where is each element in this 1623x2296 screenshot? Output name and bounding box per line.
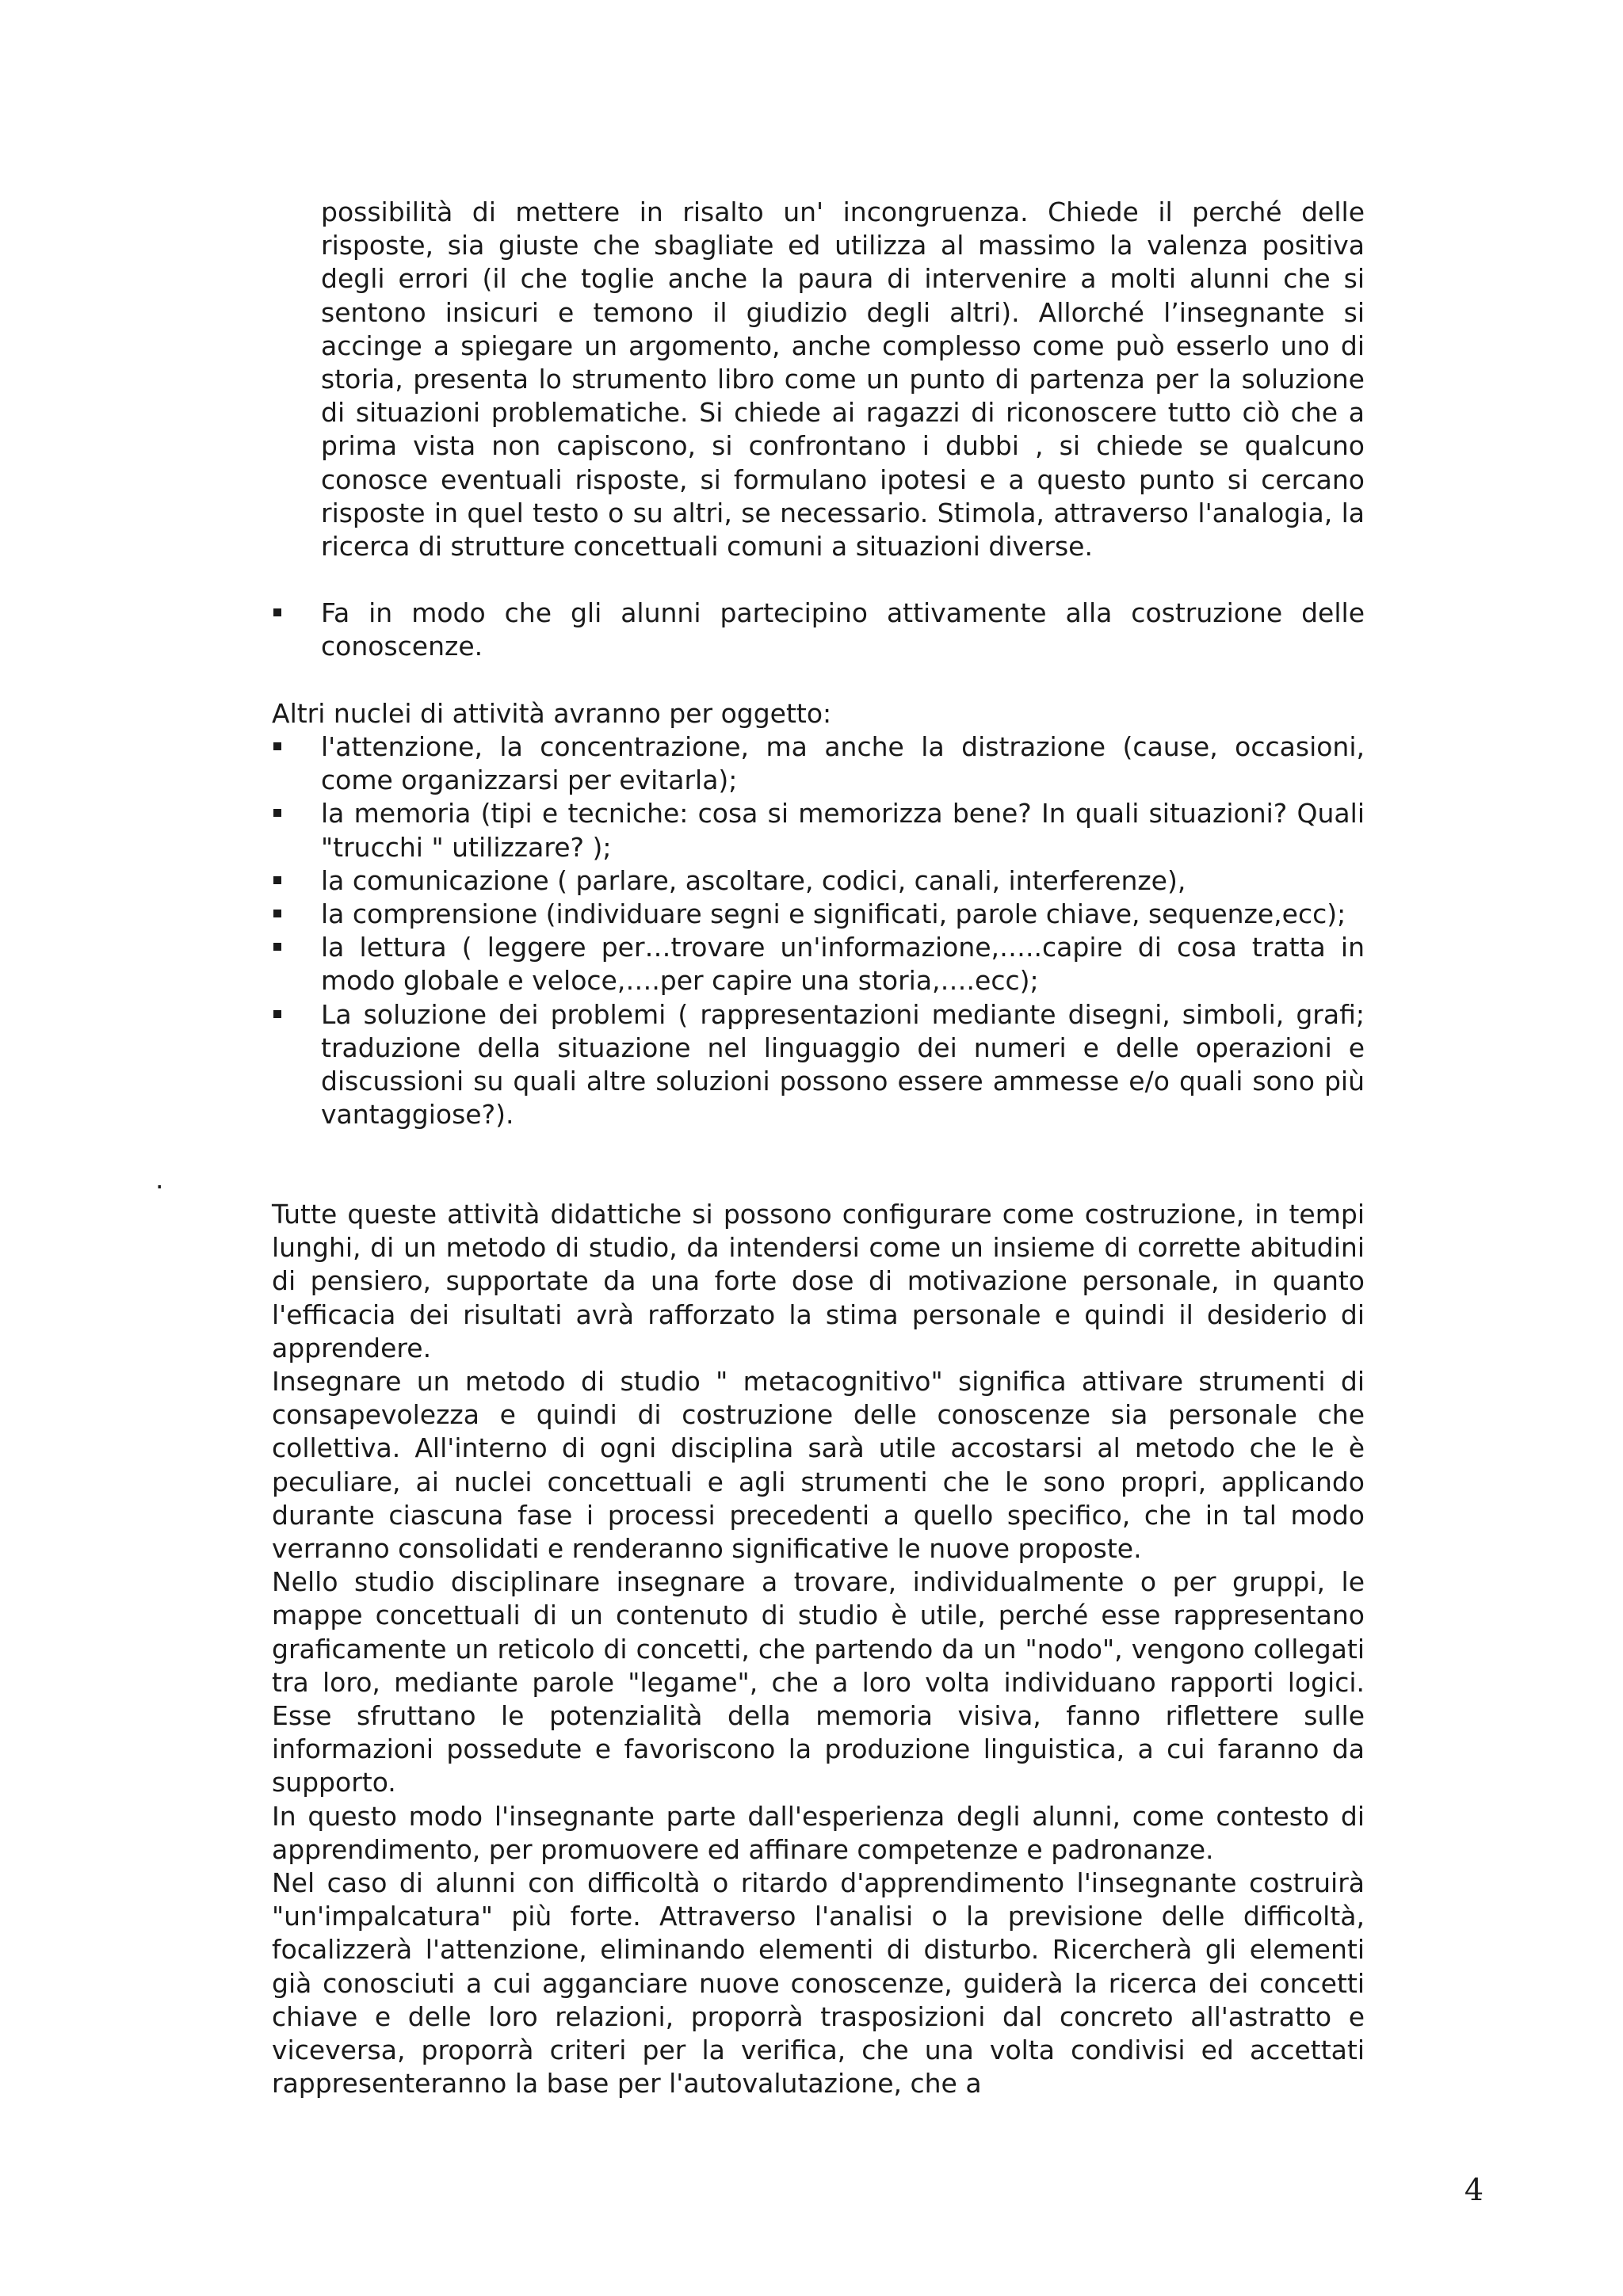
list-item: Fa in modo che gli alunni partecipino attivamente alla costruzione delle conoscenze. bbox=[321, 597, 1365, 663]
list-item: La soluzione dei problemi ( rappresentazioni mediante disegni, simboli, grafi; traduzione della situazione nel linguaggio dei numeri e delle operazioni e discussioni su quali altre soluzioni possono essere ammesse e/o quali sono più vantaggiose?). bbox=[321, 998, 1365, 1132]
activities-intro: Altri nuclei di attività avranno per oggetto: bbox=[272, 698, 832, 729]
list-item: la comprensione (individuare segni e significati, parole chiave, sequenze,ecc); bbox=[321, 898, 1365, 931]
paragraph: In questo modo l'insegnante parte dall'esperienza degli alunni, come contesto di apprendimento, per promuovere ed affinare competenze e padronanze. bbox=[272, 1800, 1365, 1865]
body-text bbox=[272, 1198, 1365, 2100]
list-item: la lettura ( leggere per…trovare un'informazione,…..capire di cosa tratta in modo globale e veloce,….per capire una storia,….ecc); bbox=[321, 931, 1365, 997]
list-item: la comunicazione ( parlare, ascoltare, codici, canali, interferenze), bbox=[321, 864, 1365, 898]
paragraph: Nel caso di alunni con difficoltà o ritardo d'apprendimento l'insegnante costruirà "un'impalcatura" più forte. Attraverso l'analisi o la previsione delle difficoltà, focalizzerà l'attenzione, eliminando elementi di disturbo. Ricercherà gli elementi già conosciuti a cui agganciare nuove conoscenze, guiderà la ricerca dei concetti chiave e delle loro relazioni, proporrà trasposizioni dal concreto all'astratto e viceversa, proporrà criteri per la verifica, che una volta condivisi ed accettati rappresenteranno la base per l'autovalutazione, che a bbox=[272, 1867, 1365, 2100]
paragraph: Tutte queste attività didattiche si possono configurare come costruzione, in tempi lunghi, di un metodo di studio, da intendersi come un insieme di corrette abitudini di pensiero, supportate da una forte dose di motivazione personale, in quanto l'efficacia dei risultati avrà rafforzato la stima personale e quindi il desiderio di apprendere. bbox=[272, 1199, 1365, 1363]
activities-bullet-list bbox=[321, 730, 1365, 1131]
paragraph: Insegnare un metodo di studio " metacognitivo" significa attivare strumenti di consapevolezza e quindi di costruzione delle conoscenze sia personale che collettiva. All'interno di ogni disciplina sarà utile accostarsi al metodo che le è peculiare, ai nuclei concettuali e agli strumenti che le sono propri, applicando durante ciascuna fase i processi precedenti a quello specifico, che in tal modo verranno consolidati e renderanno significative le nuove proposte. bbox=[272, 1366, 1365, 1565]
paragraph: Nello studio disciplinare insegnare a trovare, individualmente o per gruppi, le mappe concettuali di un contenuto di studio è utile, perché esse rappresentano graficamente un reticolo di concetti, che partendo da un "nodo", vengono collegati tra loro, mediante parole "legame", che a loro volta individuano rapporti logici. Esse sfruttano le potenzialità della memoria visiva, fanno riflettere sulle informazioni possedute e favoriscono la produzione linguistica, a cui faranno da supporto. bbox=[272, 1566, 1365, 1798]
first-bullet-list bbox=[321, 597, 1365, 663]
list-item: l'attenzione, la concentrazione, ma anche la distrazione (cause, occasioni, come organizzarsi per evitarla); bbox=[321, 730, 1365, 797]
stray-mark: . bbox=[155, 1164, 164, 1195]
continuation-paragraph: possibilità di mettere in risalto un' incongruenza. Chiede il perché delle risposte, sia giuste che sbagliate ed utilizza al massimo la valenza positiva degli errori (il che toglie anche la paura di intervenire a molti alunni che si sentono insicuri e temono il giudizio degli altri). Allorché l’insegnante si accinge a spiegare un argomento, anche complesso come può esserlo uno di storia, presenta lo strumento libro come un punto di partenza per la soluzione di situazioni problematiche. Si chiede ai ragazzi di riconoscere tutto ciò che a prima vista non capiscono, si confrontano i dubbi , si chiede se qualcuno conosce eventuali risposte, si formulano ipotesi e a questo punto si cercano risposte in quel testo o su altri, se necessario. Stimola, attraverso l'analogia, la ricerca di strutture concettuali comuni a situazioni diverse. bbox=[321, 196, 1365, 563]
list-item: la memoria (tipi e tecniche: cosa si memorizza bene? In quali situazioni? Quali "trucchi " utilizzare? ); bbox=[321, 797, 1365, 864]
page-number: 4 bbox=[1464, 2172, 1484, 2207]
